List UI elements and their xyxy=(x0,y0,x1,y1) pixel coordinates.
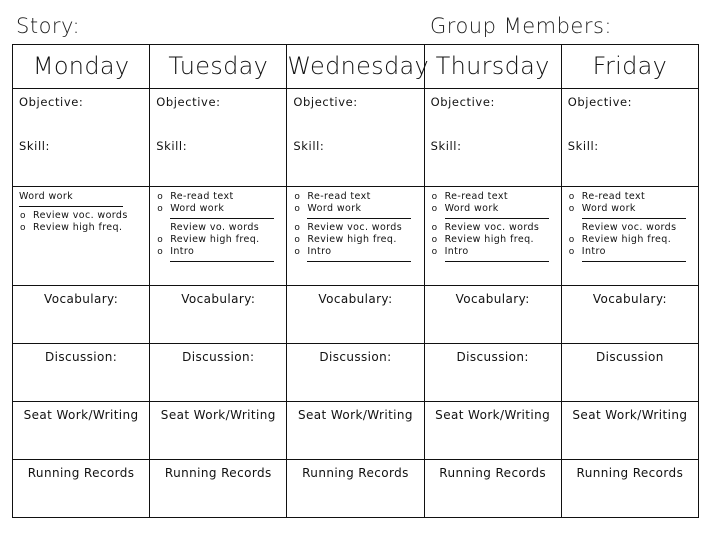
objective-label: Objective: xyxy=(567,94,633,109)
list-item: o Review high freq. xyxy=(294,234,397,246)
list-item: o Re-read text xyxy=(431,191,508,203)
word-work-cell-wednesday[interactable] xyxy=(287,187,424,286)
discussion-row xyxy=(13,344,699,402)
day-header-tuesday: Tuesday xyxy=(150,45,287,89)
day-header-friday: Friday xyxy=(561,45,698,89)
list-item: o Review voc. words xyxy=(431,222,540,234)
word-work-cell-tuesday[interactable] xyxy=(150,187,287,286)
bullet-icon: o xyxy=(294,235,301,246)
list-item: o Review voc. words xyxy=(20,210,128,222)
objective-cell-thursday[interactable] xyxy=(424,88,561,187)
list-item: o Word work xyxy=(157,203,225,215)
write-line xyxy=(170,261,274,262)
list-item: o Intro xyxy=(568,246,606,258)
vocabulary-cell-wednesday[interactable]: Vocabulary: xyxy=(287,286,424,344)
list-item: Review voc. words xyxy=(581,222,677,234)
skill-label: Skill: xyxy=(430,138,462,153)
discussion-cell-tuesday[interactable]: Discussion: xyxy=(150,344,287,402)
seat-work-row xyxy=(13,401,699,459)
running-records-cell-tuesday[interactable]: Running Records xyxy=(150,459,287,517)
objective-cell-tuesday[interactable] xyxy=(150,88,287,187)
bullet-icon: o xyxy=(294,247,301,258)
write-line xyxy=(582,218,686,219)
running-records-cell-thursday[interactable]: Running Records xyxy=(424,459,561,517)
bullet-icon: o xyxy=(157,235,164,246)
seat-work-cell-monday[interactable]: Seat Work/Writing xyxy=(13,401,150,459)
seat-work-cell-wednesday[interactable]: Seat Work/Writing xyxy=(287,401,424,459)
skill-label: Skill: xyxy=(567,138,599,153)
vocabulary-cell-friday[interactable]: Vocabulary: xyxy=(561,286,698,344)
list-item: o Review high freq. xyxy=(157,234,260,246)
seat-work-cell-friday[interactable]: Seat Work/Writing xyxy=(561,401,698,459)
bullet-icon: o xyxy=(20,211,26,222)
day-header-wednesday: Wednesday xyxy=(287,45,424,89)
bullet-icon: o xyxy=(568,235,575,246)
running-records-cell-friday[interactable]: Running Records xyxy=(561,459,698,517)
bullet-icon: o xyxy=(431,192,438,203)
list-item: o Re-read text xyxy=(294,191,371,203)
bullet-icon: o xyxy=(568,247,575,258)
objective-label: Objective: xyxy=(430,94,495,109)
discussion-cell-thursday[interactable]: Discussion: xyxy=(424,344,561,402)
group-members-label: Group Members: xyxy=(430,14,613,38)
list-item: o Word work xyxy=(294,203,362,215)
bullet-icon: o xyxy=(568,192,575,203)
bullet-icon: o xyxy=(431,204,438,215)
list-item: o Review voc. words xyxy=(294,222,403,234)
list-item: o Intro xyxy=(431,246,469,258)
skill-label: Skill: xyxy=(19,138,51,153)
seat-work-cell-tuesday[interactable]: Seat Work/Writing xyxy=(150,401,287,459)
list-item: Review vo. words xyxy=(170,222,260,234)
vocabulary-row xyxy=(13,286,699,344)
word-work-title: Word work xyxy=(19,191,74,203)
objective-cell-wednesday[interactable] xyxy=(287,88,424,187)
list-item: o Re-read text xyxy=(568,191,646,203)
write-line xyxy=(445,218,549,219)
bullet-icon: o xyxy=(294,204,301,215)
write-line xyxy=(445,261,549,262)
objective-label: Objective: xyxy=(293,94,358,109)
word-work-cell-thursday[interactable] xyxy=(424,187,561,286)
skill-label: Skill: xyxy=(156,138,188,153)
write-line xyxy=(170,218,274,219)
discussion-cell-monday[interactable]: Discussion: xyxy=(13,344,150,402)
write-line xyxy=(582,261,686,262)
list-item: o Review high freq. xyxy=(568,234,672,246)
bullet-icon: o xyxy=(431,235,438,246)
vocabulary-cell-tuesday[interactable]: Vocabulary: xyxy=(150,286,287,344)
day-header-monday: Monday xyxy=(13,45,150,89)
bullet-icon: o xyxy=(568,204,575,215)
skill-label: Skill: xyxy=(293,138,325,153)
day-header-thursday: Thursday xyxy=(424,45,561,89)
bullet-icon: o xyxy=(294,192,301,203)
objective-cell-friday[interactable] xyxy=(561,88,698,187)
vocabulary-cell-thursday[interactable]: Vocabulary: xyxy=(424,286,561,344)
bullet-icon: o xyxy=(20,223,26,234)
running-records-cell-monday[interactable]: Running Records xyxy=(13,459,150,517)
objective-skill-row xyxy=(13,88,699,187)
list-item: o Review high freq. xyxy=(20,222,123,234)
bullet-icon: o xyxy=(431,223,438,234)
bullet-icon: o xyxy=(431,247,438,258)
discussion-cell-friday[interactable]: Discussion xyxy=(561,344,698,402)
vocabulary-cell-monday[interactable]: Vocabulary: xyxy=(13,286,150,344)
word-work-row xyxy=(13,187,699,286)
list-item: o Intro xyxy=(157,246,195,258)
word-work-cell-monday[interactable] xyxy=(13,187,150,286)
running-records-row xyxy=(13,459,699,517)
list-item: o Word work xyxy=(431,203,499,215)
seat-work-cell-thursday[interactable]: Seat Work/Writing xyxy=(424,401,561,459)
list-item: o Intro xyxy=(294,246,332,258)
word-work-cell-friday[interactable] xyxy=(561,187,698,286)
objective-label: Objective: xyxy=(19,94,84,109)
objective-label: Objective: xyxy=(156,94,221,109)
bullet-icon: o xyxy=(294,223,301,234)
write-line xyxy=(307,218,411,219)
weekly-planner-table xyxy=(12,44,699,518)
story-label: Story: xyxy=(16,14,81,38)
list-item: o Word work xyxy=(568,203,636,215)
objective-cell-monday[interactable] xyxy=(13,88,150,187)
bullet-icon: o xyxy=(157,204,164,215)
bullet-icon: o xyxy=(157,192,164,203)
write-line xyxy=(307,261,411,262)
write-line xyxy=(19,206,123,207)
discussion-cell-wednesday[interactable]: Discussion: xyxy=(287,344,424,402)
running-records-cell-wednesday[interactable]: Running Records xyxy=(287,459,424,517)
day-header-row xyxy=(13,45,699,89)
list-item: o Review high freq. xyxy=(431,234,534,246)
list-item: o Re-read text xyxy=(157,191,234,203)
bullet-icon: o xyxy=(157,247,164,258)
